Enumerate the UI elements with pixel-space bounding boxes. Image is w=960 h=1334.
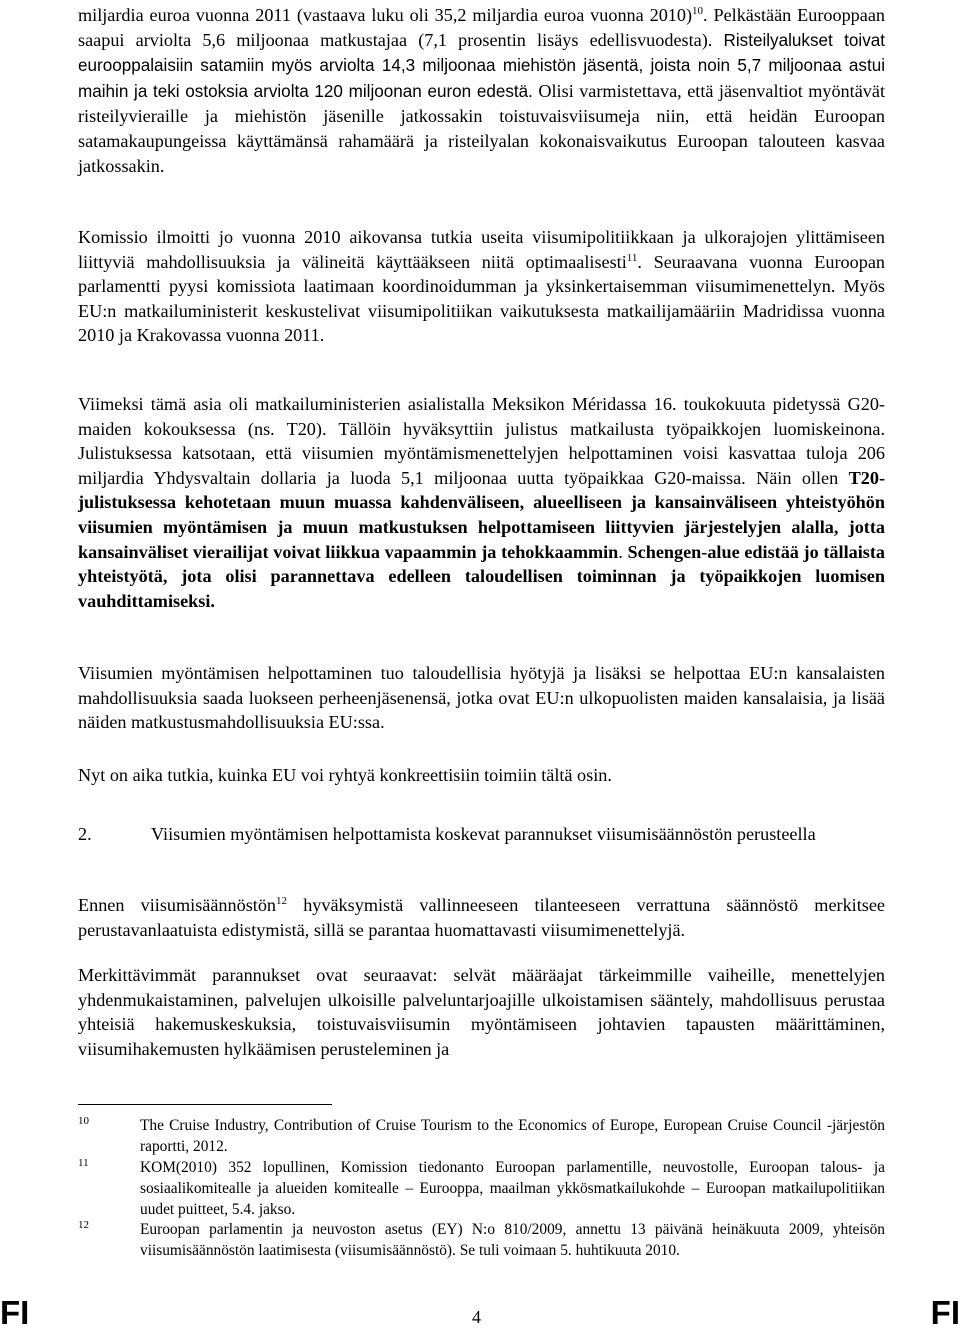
paragraph-visa-code-progress	[78, 893, 885, 942]
footnote-11	[78, 1157, 885, 1220]
paragraph-t20-declaration	[78, 392, 885, 613]
page-number: 4	[472, 1307, 481, 1327]
section-heading	[78, 822, 885, 847]
paragraph-text: Olisi varmistettava, että jäsenvaltiot myöntävät risteilyvieraille ja miehistön jäsenille jatkossakin toistuvaisviisumeja niin, että heidän Euroopan satamakaupungeissa käyttämänsä rahamäärä ja risteilyalan kokonaisvaikutus Euroopan talouteen kasvaa jatkossakin.	[78, 80, 885, 176]
footnote-text: KOM(2010) 352 lopullinen, Komission tiedonanto Euroopan parlamentille, neuvostolle, Euroopan talous- ja sosiaalikomitealle ja alueiden komitealle – Eurooppa, maailman ykkösmatkailukohde – Euroopan matkailupolitiikan uudet puitteet, 5.4. jakso.	[140, 1159, 885, 1218]
paragraph-call-to-action: Nyt on aika tutkia, kuinka EU voi ryhtyä konkreettisiin toimiin tältä osin.	[78, 765, 612, 785]
paragraph-text-sans: Risteilyalukset toivat eurooppalaisiin satamiin myös arviolta 14,3 miljoonaa miehistön jäsentä, joista noin 5,7 miljoonaa astui maihin ja teki ostoksia arviolta 120 miljoonan euron edestä.	[78, 30, 885, 101]
footnote-12	[78, 1219, 885, 1261]
footnote-reference-12[interactable]: 12	[276, 895, 288, 907]
paragraph-text: . Pelkästään Eurooppaan saapui arviolta 5,6 miljoonaa matkustajaa (7,1 prosentin lisäys edellisvuodesta).	[78, 5, 886, 50]
paragraph-text: .	[618, 541, 628, 562]
paragraph-commission-2010	[78, 225, 885, 348]
footnote-10	[78, 1115, 885, 1157]
paragraph-cruise-statistics	[78, 3, 885, 178]
bold-text: Schengen-alue edistää jo tällaista yhteistyötä, jota olisi parannettava edelleen taloudellisen toiminnan ja työpaikkojen luomisen vauhdittamiseksi.	[78, 541, 886, 611]
paragraph-improvements-list: Merkittävimmät parannukset ovat seuraavat: selvät määräajat tärkeimmille vaiheille, menettelyjen yhdenmukaistaminen, palvelujen ulkoisille palveluntarjoajille ulkoistamisen sääntely, mahdollisuus perustaa yhteisiä hakemuskeskuksia, toistuvaisviisumin myöntämiseen johtavien tapausten määrittäminen, viisumihakemusten hylkäämisen perusteleminen ja	[78, 965, 885, 1059]
paragraph-text: hyväksymistä vallinneeseen tilanteeseen verrattuna säännöstö merkitsee perustavanlaatuista edistymistä, sillä se parantaa huomattavasti viisumimenettelyjä.	[78, 895, 886, 940]
bold-text: T20-julistuksessa kehotetaan muun muassa kahdenväliseen, alueelliseen ja kansainväliseen yhteistyöhön viisumien myöntämisen ja muun matkustuksen helpottamiseen liittyvien järjestelyjen alalla, jotta kansainväliset vierailijat voivat liikkua vapaammin ja tehokkaammin	[78, 467, 885, 562]
paragraph-text: Komissio ilmoitti jo vuonna 2010 aikovansa tutkia useita viisumipolitiikkaan ja ulkorajojen ylittämiseen liittyviä mahdollisuuksia ja välineitä käyttääkseen niitä optimaalisesti	[78, 227, 885, 272]
footnote-text: The Cruise Industry, Contribution of Cruise Tourism to the Economics of Europe, European Cruise Council -järjestön raportti, 2012.	[140, 1117, 885, 1155]
footnote-separator	[78, 1104, 332, 1105]
footnote-reference-10[interactable]: 10	[692, 5, 704, 17]
paragraph-text: Viimeksi tämä asia oli matkailuministerien asialistalla Meksikon Méridassa 16. toukokuuta pidetyssä G20-maiden kokouksessa (ns. T20). Tällöin hyväksyttiin julistus matkailusta työpaikkojen luomiskeinona. Julistuksessa katsotaan, että viisumien myöntämismenettelyjen helpottaminen voisi kasvattaa tuloja 206 miljardia Yhdysvaltain dollaria ja luoda 5,1 miljoonaa uutta työpaikkaa G20-maissa. Näin ollen	[78, 394, 885, 488]
language-code-right: FI	[930, 1294, 960, 1331]
section-title: Viisumien myöntämisen helpottamista koskevat parannukset viisumisäännöstön perusteella	[151, 824, 816, 844]
paragraph-text: miljardia euroa vuonna 2011 (vastaava luku oli 35,2 miljardia euroa vuonna 2010)	[78, 5, 693, 25]
footnote-mark: 10	[78, 1115, 89, 1127]
footnote-mark: 11	[78, 1157, 89, 1169]
footnote-mark: 12	[78, 1219, 89, 1231]
footnote-reference-11[interactable]: 11	[626, 251, 638, 264]
paragraph-text: . Seuraavana vuonna Euroopan parlamentti pyysi komissiota laatimaan koordinoidumman ja yksinkertaisemman viisumimenettelyn. Myös EU:n matkailuministerit keskustelivat viisumipolitiikan vaikutuksesta matkailijamääriin Madridissa vuonna 2010 ja Krakovassa vuonna 2011.	[78, 251, 885, 346]
language-code-left: FI	[0, 1294, 30, 1331]
paragraph-visa-benefits: Viisumien myöntämisen helpottaminen tuo taloudellisia hyötyjä ja lisäksi se helpottaa EU:n kansalaisten mahdollisuuksia saada luokseen perheenjäsenensä, jotka ovat EU:n ulkopuolisten maiden kansalaisia, ja lisää näiden matkustusmahdollisuuksia EU:ssa.	[78, 663, 885, 733]
paragraph-text: Ennen viisumisäännöstön	[78, 895, 277, 915]
section-number: 2.	[78, 824, 92, 844]
footnote-text: Euroopan parlamentin ja neuvoston asetus (EY) N:o 810/2009, annettu 13 päivänä heinäkuuta 2009, yhteisön viisumisäännöstön laatimisesta (viisumisäännöstö). Se tuli voimaan 5. huhtikuuta 2010.	[140, 1221, 885, 1259]
